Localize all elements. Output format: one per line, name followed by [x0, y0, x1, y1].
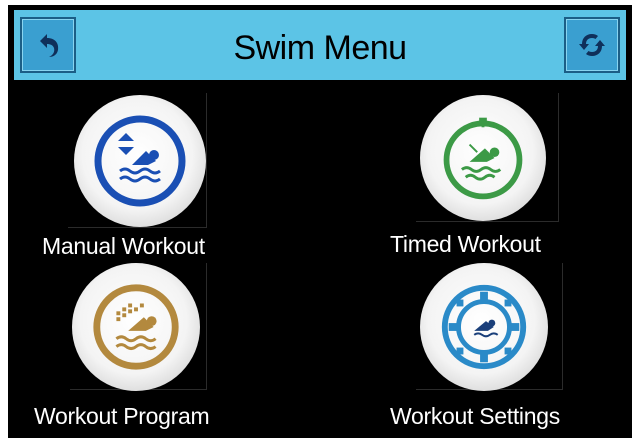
swimmer-settings-icon — [435, 278, 533, 376]
tile-label: Workout Settings — [390, 403, 560, 429]
swimmer-stopwatch-icon — [435, 110, 531, 206]
manual-workout-icon-button[interactable] — [74, 95, 206, 227]
screen — [8, 5, 632, 438]
tile-label: Manual Workout — [42, 233, 205, 259]
refresh-button[interactable] — [564, 17, 620, 73]
tile-label: Timed Workout — [390, 231, 541, 257]
workout-program-icon-button[interactable] — [72, 263, 200, 391]
timed-workout-icon-button[interactable] — [420, 95, 546, 221]
swimmer-manual-icon — [90, 111, 190, 211]
tile-workout-program[interactable] — [28, 263, 288, 428]
workout-settings-icon-button[interactable] — [420, 263, 548, 391]
tile-workout-settings[interactable] — [368, 263, 628, 428]
tile-manual-workout[interactable] — [28, 93, 288, 258]
swimmer-program-icon — [87, 278, 185, 376]
tile-timed-workout[interactable] — [368, 93, 628, 258]
page-title: Swim Menu — [233, 29, 407, 67]
header-bar — [14, 10, 626, 80]
refresh-icon — [575, 28, 609, 62]
tile-label: Workout Program — [34, 403, 210, 429]
